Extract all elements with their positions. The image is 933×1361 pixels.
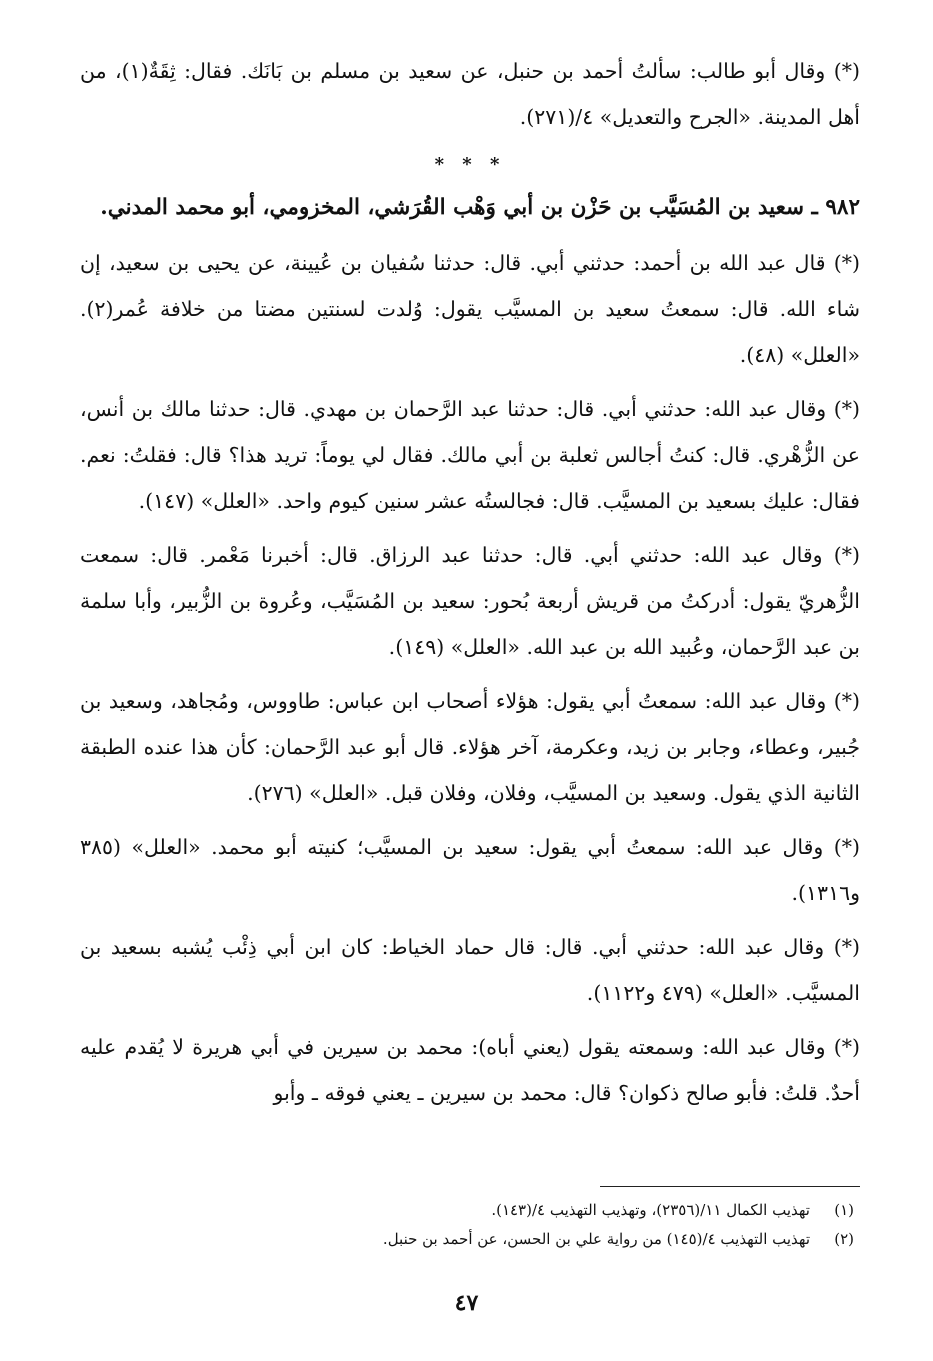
paragraph-malik: (*) وقال عبد الله: حدثني أبي. قال: حدثنا عبد الرَّحمان بن مهدي. قال: حدثنا مالك بن أنس، عن الزُّهْري. قال: كنتُ أجالس ثعلبة بن أبي مالك. فقال لي يوماً: تريد هذا؟ قال: فقلتُ: نعم. فقال: عليك بسعيد بن المسيَّب. قال: فجالستُه عشر سنين كيوم واحد. «العلل» (١٤٧). <box>80 397 860 513</box>
entry-heading: ٩٨٢ ـ سعيد بن المُسَيَّب بن حَزْن بن أبي وَهْب القُرَشي، المخزومي، أبو محمد المدني. <box>100 195 860 220</box>
paragraph-kunya: (*) وقال عبد الله: سمعتُ أبي يقول: سعيد بن المسيَّب؛ كنيته أبو محمد. «العلل» (٣٨٥ و١٣١٦). <box>80 835 860 905</box>
footnote-number: (٢) <box>834 1230 854 1248</box>
footnote-text: تهذيب الكمال ١١/(٢٣٥٦)، وتهذيب التهذيب ٤/(١٤٣). <box>491 1201 810 1219</box>
footnote-number: (١) <box>834 1201 854 1219</box>
paragraph-four-seas: (*) وقال عبد الله: حدثني أبي. قال: حدثنا عبد الرزاق. قال: أخبرنا مَعْمر. قال: سمعت الزُّهريّ يقول: أدركتُ من قريش أربعة بُحور: سعيد بن المُسَيَّب، وعُروة بن الزُّبير، وأبا سلمة بن عبد الرَّحمان، وعُبيد الله بن عبد الله. «العلل» (١٤٩). <box>80 543 860 659</box>
paragraph-abu-talib: (*) وقال أبو طالب: سألتُ أحمد بن حنبل، عن سعيد بن مسلم بن بَانَك. فقال: ثِقَةٌ(١)، من أهل المدينة. «الجرح والتعديل» ٤/(٢٧١). <box>80 59 860 129</box>
paragraph-birth: (*) قال عبد الله بن أحمد: حدثني أبي. قال: حدثنا سُفيان بن عُيينة، عن يحيى بن سعيد، إن شاء الله. قال: سمعتُ سعيد بن المسيَّب يقول: وُلدت لسنتين مضتا من خلافة عُمر(٢). «العلل» (٤٨). <box>80 251 860 367</box>
footnote-text: تهذيب التهذيب ٤/(١٤٥) من رواية علي بن الحسن، عن أحمد بن حنبل. <box>382 1230 810 1248</box>
paragraph-hammad: (*) وقال عبد الله: حدثني أبي. قال: قال حماد الخياط: كان ابن أبي ذِئْب يُشبه بسعيد بن المسيَّب. «العلل» (٤٧٩ و١١٢٢). <box>80 935 860 1005</box>
footnote-1 <box>80 1196 860 1225</box>
footnote-divider <box>600 1186 860 1187</box>
paragraph-ibn-sirin: (*) وقال عبد الله: وسمعته يقول (يعني أباه): محمد بن سيرين في أبي هريرة لا يُقدم عليه أحدٌ. قلتُ: فأبو صالح ذكوان؟ قال: محمد بن سيرين ـ يعني فوقه ـ وأبو <box>80 1035 860 1105</box>
page-body <box>80 48 860 1116</box>
footnotes <box>80 1196 860 1254</box>
footnote-2 <box>80 1225 860 1254</box>
section-separator: * * * <box>434 154 506 175</box>
page-number: ٤٧ <box>454 1290 479 1316</box>
paragraph-ibn-abbas: (*) وقال عبد الله: سمعتُ أبي يقول: هؤلاء أصحاب ابن عباس: طاووس، ومُجاهد، وسعيد بن جُبير، وعطاء، وجابر بن زيد، وعكرمة، آخر هؤلاء. قال أبو عبد الرَّحمان: كأن هذا عنده الطبقة الثانية الذي يقول. وسعيد بن المسيَّب، وفلان، وفلان قبل. «العلل» (٢٧٦). <box>80 689 860 805</box>
